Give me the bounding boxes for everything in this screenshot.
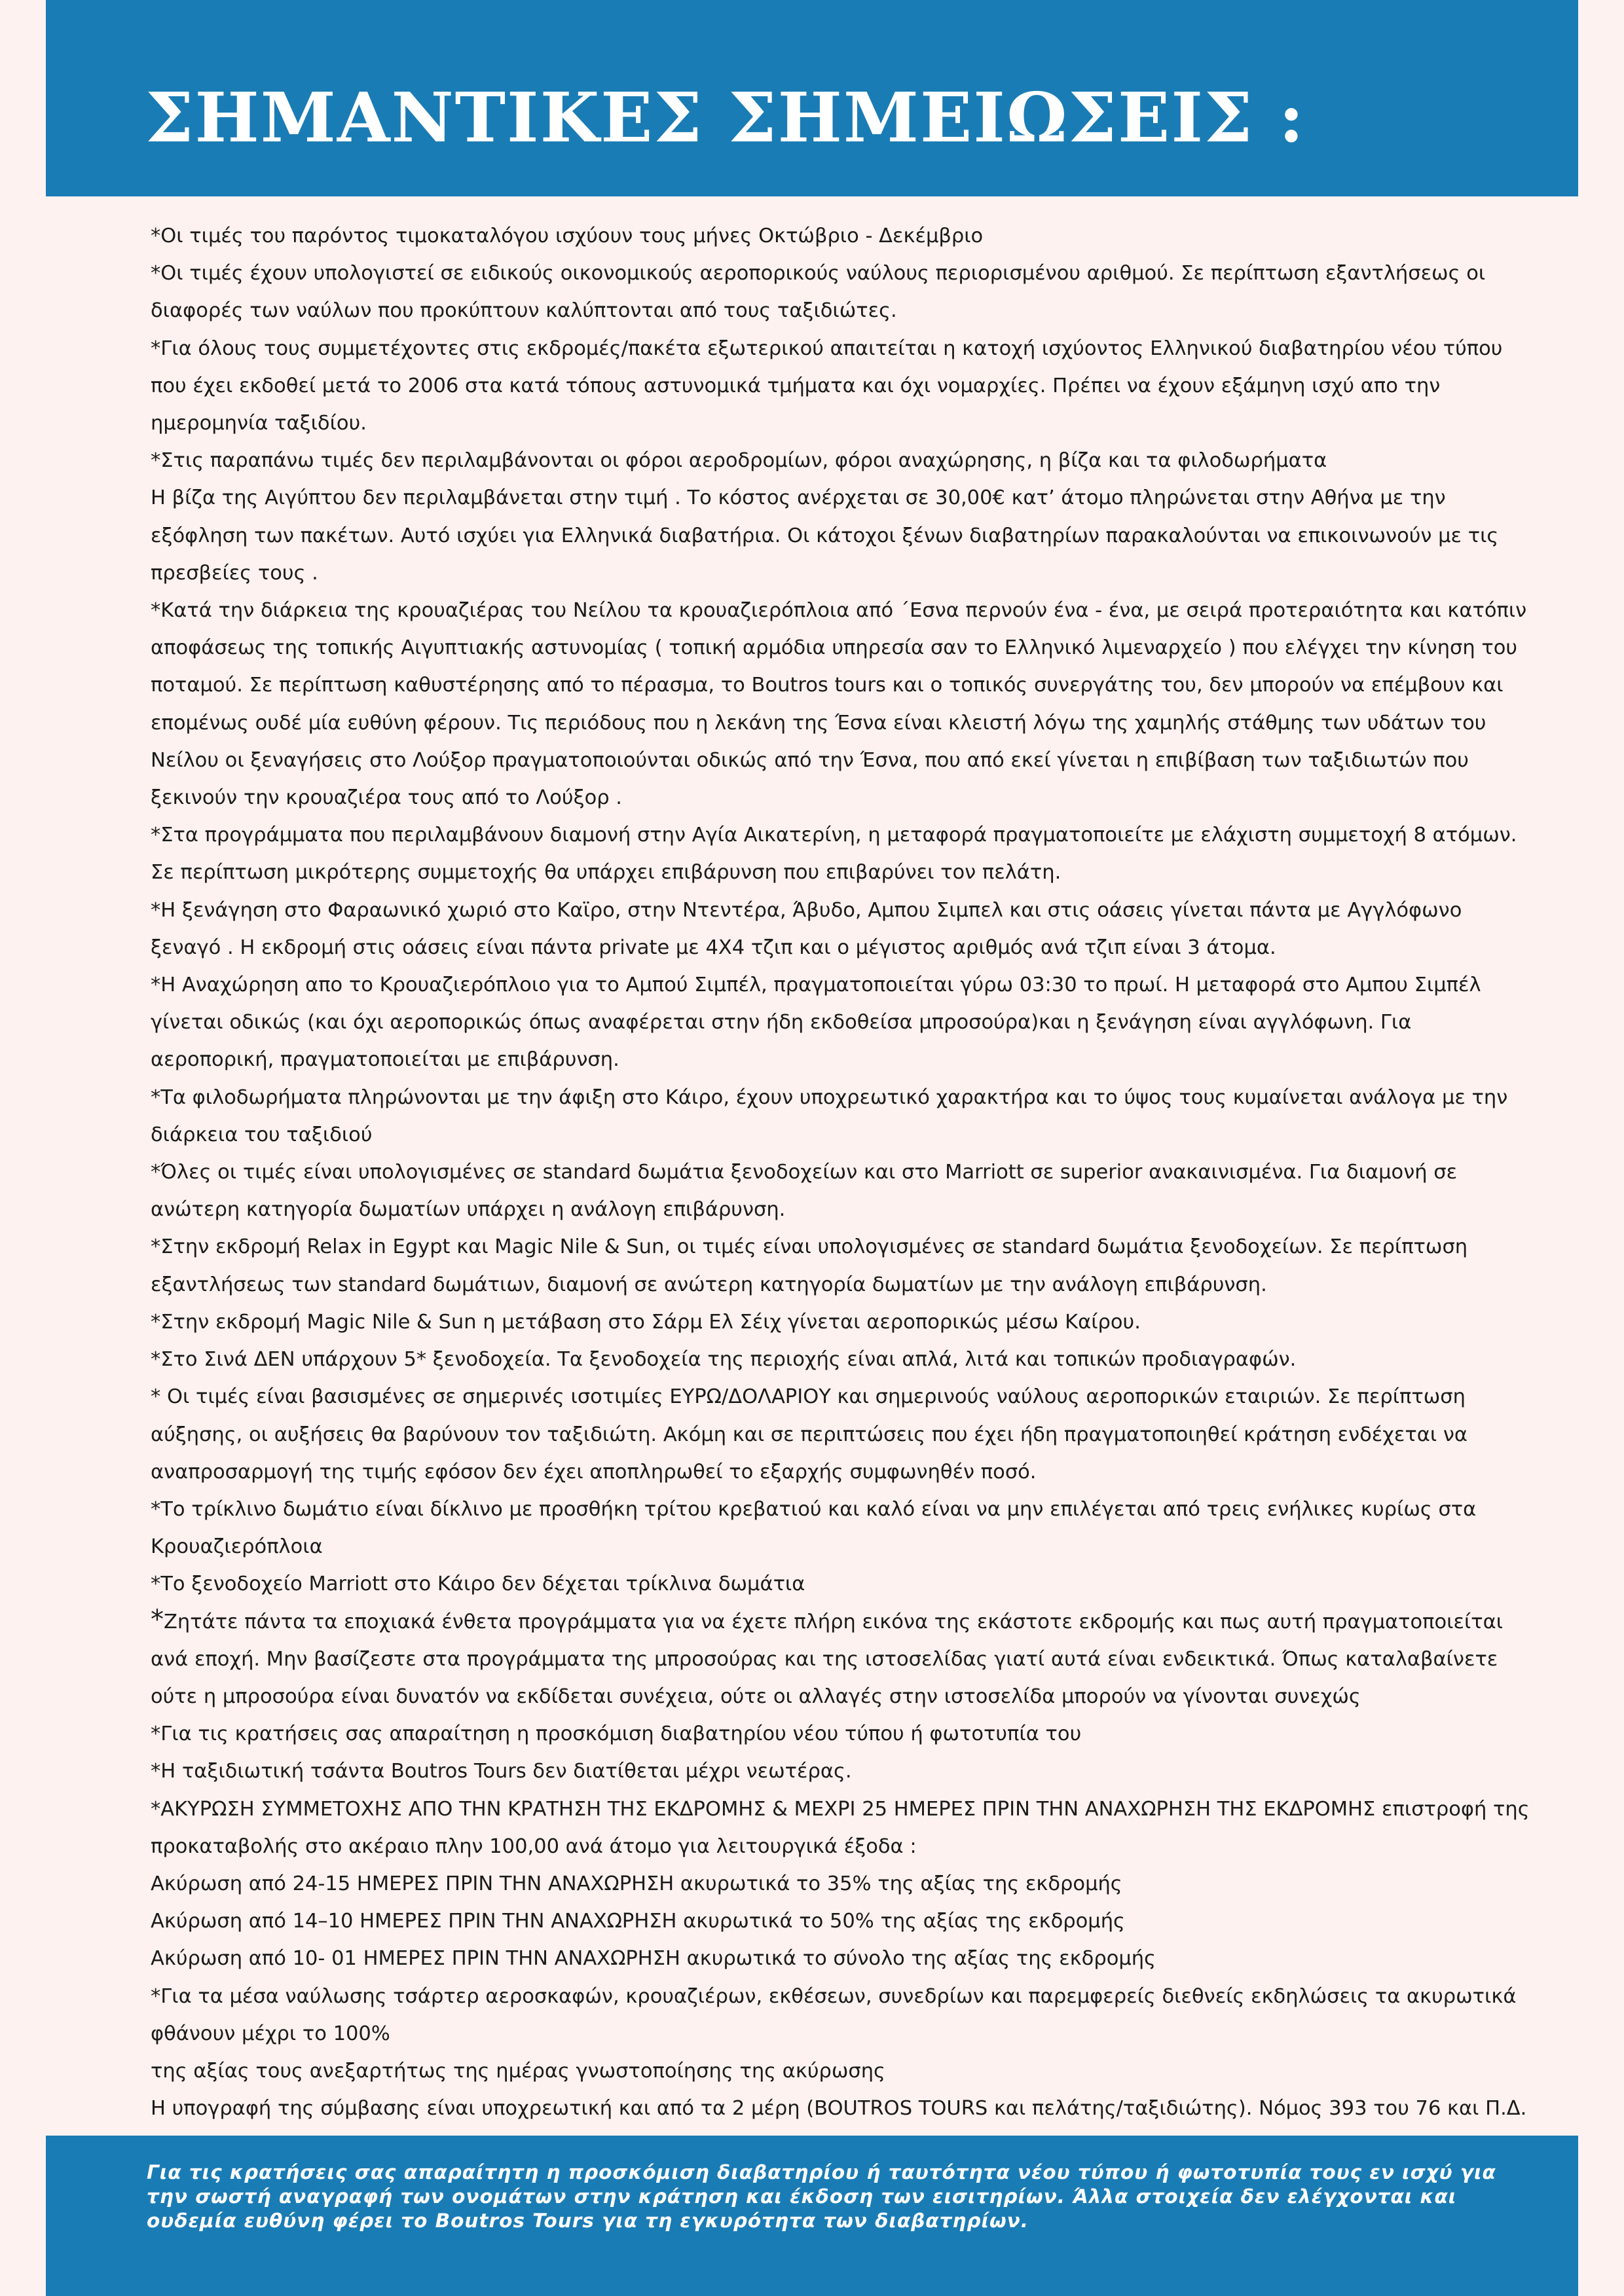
note-item-zetate <box>144 1603 1538 1716</box>
note-item: *Στην εκδρομή Magic Nile & Sun η μετάβαση στο Σάρμ Ελ Σέιχ γίνεται αεροπορικώς μέσω Καίρου. <box>151 1310 1141 1334</box>
note-item: *ΑΚΥΡΩΣΗ ΣΥΜΜΕΤΟΧΗΣ ΑΠΟ ΤΗΝ ΚΡΑΤΗΣΗ ΤΗΣ ΕΚΔΡΟΜΗΣ & ΜΕΧΡΙ 25 ΗΜΕΡΕΣ ΠΡΙΝ ΤΗΝ ΑΝΑΧΩΡΗΣΗ ΤΗΣ ΕΚΔΡΟΜΗΣ επιστροφή της προκαταβολής στο ακέραιο πλην 100,00 ανά άτομο για λειτουργικά έξοδα : <box>151 1797 1530 1858</box>
cancellation-row: Ακύρωση από 14–10 ΗΜΕΡΕΣ ΠΡΙΝ ΤΗΝ ΑΝΑΧΩΡΗΣΗ ακυρωτικά το 50% της αξίας της εκδρομής <box>151 1910 1125 1933</box>
note-item: *Για όλους τους συμμετέχοντες στις εκδρομές/πακέτα εξωτερικού απαιτείται η κατοχή ισχύοντος Ελληνικού διαβατηρίου νέου τύπου που έχει εκδοθεί μετά το 2006 στα κατά τόπους αστυνομικά τμήματα και όχι νομαρχίες. Πρέπει να έχουν εξάμηνη ισχύ απο την ημερομηνία ταξιδίου. <box>151 337 1503 435</box>
note-item: *Οι τιμές του παρόντος τιμοκαταλόγου ισχύουν τους μήνες Οκτώβριο - Δεκέμβριο <box>151 225 984 247</box>
note-item: Η βίζα της Αιγύπτου δεν περιλαμβάνεται στην τιμή . Το κόστος ανέρχεται σε 30,00€ κατ’ άτομο πληρώνεται στην Αθήνα με την εξόφληση των πακέτων. Αυτό ισχύει για Ελληνικά διαβατήρια. Οι κάτοχοι ξένων διαβατηρίων παρακαλούνται να επικοινωνούν με τις πρεσβείες τους . <box>151 486 1499 585</box>
notes-list <box>144 217 1538 2165</box>
cancellation-row: Ακύρωση από 24-15 ΗΜΕΡΕΣ ΠΡΙΝ ΤΗΝ ΑΝΑΧΩΡΗΣΗ ακυρωτικά το 35% της αξίας της εκδρομής <box>151 1872 1122 1895</box>
note-item: *Η Αναχώρηση απο το Κρουαζιερόπλοιο για το Αμπού Σιμπέλ, πραγματοποιείται γύρω 03:30 το πρωί. Η μεταφορά στο Αμπου Σιμπέλ γίνεται οδικώς (και όχι αεροπορικώς όπως αναφέρεται στην ήδη εκδοθείσα μπροσούρα)και η ξενάγηση είναι αγγλόφωνη. Για αεροπορική, πραγματοποιείται με επιβάρυνση. <box>151 974 1481 1072</box>
note-item: *Το τρίκλινο δωμάτιο είναι δίκλινο με προσθήκη τρίτου κρεβατιού και καλό είναι να μην επιλέγεται από τρεις ενήλικες κυρίως στα Κρουαζιερόπλοια <box>151 1497 1477 1559</box>
note-item: *Κατά την διάρκεια της κρουαζιέρας του Νείλου τα κρουαζιερόπλοια από ΄Εσνα περνούν ένα - ένα, με σειρά προτεραιότητα και κατόπιν αποφάσεως της τοπικής Αιγυπτιακής αστυνομίας ( τοπική αρμόδια υπηρεσία σαν το Ελληνικό λιμεναρχείο ) που ελέγχει την κίνηση του ποταμού. Σε περίπτωση καθυστέρησης από το πέρασμα, το Boutros tours και ο τοπικός συνεργάτης του, δεν μπορούν να επέμβουν και επομένως ουδέ μία ευθύνη φέρουν. Τις περιόδους που η λεκάνη της Έσνα είναι κλειστή λόγω της χαμηλής στάθμης των υδάτων του Νείλου οι ξεναγήσεις στο Λούξορ πραγματοποιούνται οδικώς από την Έσνα, που από εκεί γίνεται η επιβίβαση των ταξιδιωτών που ξεκινούν την κρουαζιέρα τους από το Λούξορ . <box>151 599 1527 810</box>
note-item: *Όλες οι τιμές είναι υπολογισμένες σε standard δωμάτια ξενοδοχείων και στο Marriott σε superior ανακαινισμένα. Για διαμονή σε ανώτερη κατηγορία δωματίων υπάρχει η ανάλογη επιβάρυνση. <box>151 1161 1458 1222</box>
note-item: Η υπογραφή της σύμβασης είναι υποχρεωτική και από τα 2 μέρη (BOUTROS TOURS και πελάτης/ταξιδιώτης). Νόμος 393 του 76 και Π.Δ. <box>151 2097 1527 2121</box>
note-item: *Τα φιλοδωρήματα πληρώνονται με την άφιξη στο Κάιρο, έχουν υποχρεωτικό χαρακτήρα και το ύψος τους κυμαίνεται ανάλογα με την διάρκεια του ταξιδιού <box>151 1085 1508 1146</box>
note-item-text: Ζητάτε πάντα τα εποχιακά ένθετα προγράμματα για να έχετε πλήρη εικόνα της εκάστοτε εκδρομής και πως αυτή πραγματοποιείται ανά εποχή. Μην βασίζεστε στα προγράμματα της μπροσούρας και της ιστοσελίδας γιατί αυτά είναι ενδεικτικά. Όπως καταλαβαίνετε ούτε η μπροσούρα είναι δυνατόν να εκδίδεται συνέχεια, ούτε οι αλλαγές στην ιστοσελίδα μπορούν να γίνονται συνεχώς <box>151 1610 1504 1708</box>
note-item: *Στις παραπάνω τιμές δεν περιλαμβάνονται οι φόροι αεροδρομίων, φόροι αναχώρησης, η βίζα και τα φιλοδωρήματα <box>151 449 1327 473</box>
footer-note: Για τις κρατήσεις σας απαραίτητη η προσκόμιση διαβατηρίου ή ταυτότητα νέου τύπου ή φωτοτυπία τους εν ισχύ για την σωστή αναγραφή των ονομάτων στην κράτηση και έκδοση των εισιτηρίων. Άλλα στοιχεία δεν ελέγχονται και ουδεμία ευθύνη φέρει το Boutros Tours για τη εγκυρότητα των διαβατηρίων. <box>147 2161 1496 2232</box>
note-star: * <box>151 1604 164 1635</box>
note-item: * Οι τιμές είναι βασισμένες σε σημερινές ισοτιμίες ΕΥΡΩ/ΔΟΛΑΡΙΟΥ και σημερινούς ναύλους αεροπορικών εταιριών. Σε περίπτωση αύξησης, οι αυξήσεις θα βαρύνουν τον ταξιδιώτη. Ακόμη και σε περιπτώσεις που έχει ήδη πραγματοποιηθεί κράτηση ενδέχεται να αναπροσαρμογή της τιμής εφόσον δεν έχει αποπληρωθεί το εξαρχής συμφωνηθέν ποσό. <box>151 1385 1468 1484</box>
page-title: ΣΗΜΑΝΤΙΚΕΣ ΣΗΜΕΙΩΣΕΙΣ : <box>145 77 1306 158</box>
note-item: *Για τις κρατήσεις σας απαραίτηση η προσκόμιση διαβατηρίου νέου τύπου ή φωτοτυπία του <box>151 1722 1082 1746</box>
cancellation-row: Ακύρωση από 10- 01 ΗΜΕΡΕΣ ΠΡΙΝ ΤΗΝ ΑΝΑΧΩΡΗΣΗ ακυρωτικά το σύνολο της αξίας της εκδρομής <box>151 1947 1156 1971</box>
note-item: *Οι τιμές έχουν υπολογιστεί σε ειδικούς οικονομικούς αεροπορικούς ναύλους περιορισμένου αριθμού. Σε περίπτωση εξαντλήσεως οι διαφορές των ναύλων που προκύπτουν καλύπτονται από τους ταξιδιώτες. <box>151 262 1486 323</box>
note-item: *Η ξενάγηση στο Φαραωνικό χωριό στο Καϊρο, στην Ντεντέρα, Άβυδο, Αμπου Σιμπελ και στις οάσεις γίνεται πάντα με Αγγλόφωνο ξεναγό . Η εκδρομή στις οάσεις είναι πάντα private με 4Χ4 τζιπ και ο μέγιστος αριθμός ανά τζιπ είναι 3 άτομα. <box>151 898 1462 959</box>
note-item: *Για τα μέσα ναύλωσης τσάρτερ αεροσκαφών, κρουαζιέρων, εκθέσεων, συνεδρίων και παρεμφερείς διεθνείς εκδηλώσεις τα ακυρωτικά φθάνουν μέχρι το 100% <box>151 1984 1517 2045</box>
note-item: *Η ταξιδιωτική τσάντα Boutros Tours δεν διατίθεται μέχρι νεωτέρας. <box>151 1760 852 1783</box>
note-item: *Στο Σινά ΔΕΝ υπάρχουν 5* ξενοδοχεία. Τα ξενοδοχεία της περιοχής είναι απλά, λιτά και τοπικών προδιαγραφών. <box>151 1348 1297 1372</box>
note-item: *Το ξενοδοχείο Marriott στο Κάιρο δεν δέχεται τρίκλινα δωμάτια <box>151 1573 805 1596</box>
note-item: *Στα προγράμματα που περιλαμβάνουν διαμονή στην Αγία Αικατερίνη, η μεταφορά πραγματοποιείτε με ελάχιστη συμμετοχή 8 ατόμων. Σε περίπτωση μικρότερης συμμετοχής θα υπάρχει επιβάρυνση που επιβαρύνει τον πελάτη. <box>151 824 1517 884</box>
note-item: της αξίας τους ανεξαρτήτως της ημέρας γνωστοποίησης της ακύρωσης <box>151 2059 885 2083</box>
note-item: *Στην εκδρομή Relax in Egypt και Magic Nile & Sun, οι τιμές είναι υπολογισμένες σε standard δωμάτια ξενοδοχείων. Σε περίπτωση εξαντλήσεως των standard δωμάτιων, διαμονή σε ανώτερη κατηγορία δωματίων με την ανάλογη επιβάρυνση. <box>151 1235 1468 1296</box>
